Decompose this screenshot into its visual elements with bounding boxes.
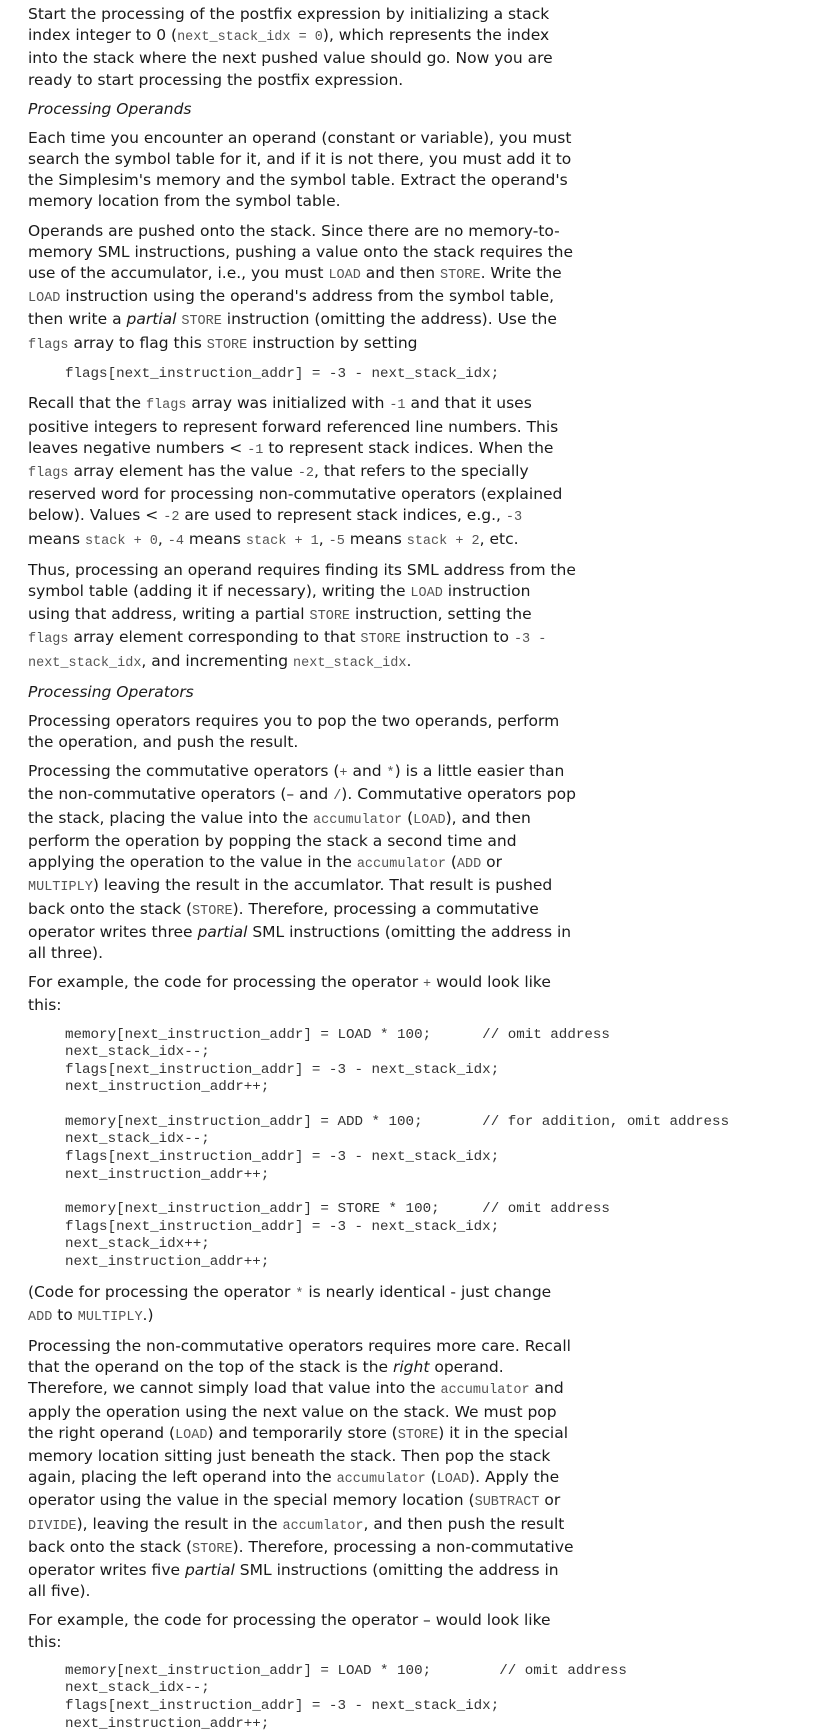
inline-code: + <box>339 766 348 782</box>
text: For example, the code for processing the operator <box>28 1611 424 1630</box>
paragraph-init-stack <box>28 4 576 91</box>
text: and apply the operation using the next value on the stack. We must pop the right operand ( <box>28 1379 564 1442</box>
text: , <box>157 529 168 548</box>
text: would look like this: <box>28 973 551 1015</box>
inline-code: STORE <box>192 903 233 919</box>
inline-code: -1 <box>247 442 264 458</box>
text: and <box>347 762 387 781</box>
text: and that it uses positive integers to represent forward referenced line numbers. This leaves negative numbers < <box>28 394 559 457</box>
text: ) leaving the result in the accumlator. That result is pushed back onto the stack ( <box>28 876 553 918</box>
text: SML instructions (omitting the address in all three). <box>28 922 572 962</box>
text: instruction by setting <box>247 333 418 352</box>
inline-code: -2 <box>163 510 180 526</box>
inline-code: flags <box>28 466 69 482</box>
inline-code: DIVIDE <box>28 1518 77 1534</box>
text: , that refers to the specially reserved word for processing non-commutative operators (explained below). Values < <box>28 462 563 525</box>
inline-code: accumulator <box>440 1383 530 1399</box>
inline-code: MULTIPLY <box>77 1309 143 1325</box>
text: means <box>28 529 85 548</box>
text: , <box>318 529 329 548</box>
text: .) <box>142 1305 154 1324</box>
text: , and incrementing <box>141 651 294 670</box>
text: or <box>539 1491 561 1510</box>
text: ) and temporarily store ( <box>207 1423 398 1442</box>
text: array to flag this <box>68 333 207 352</box>
inline-code: STORE <box>192 1541 233 1557</box>
inline-code: -2 <box>297 466 315 482</box>
inline-code: next_stack_idx = 0 <box>177 30 323 46</box>
inline-code: / <box>333 789 342 805</box>
paragraph-operand-symbol-table: Each time you encounter an operand (constant or variable), you must search the symbol table for it, and if it is not there, you must add it to the Simplesim's memory and the symbol table. Extract the operand's memory location from the symbol table. <box>28 128 572 211</box>
code-block-minus-load: memory[next_instruction_addr] = LOAD * 100; // omit address next_stack_idx--; flags[next_instruction_addr] = -3 - next_stack_idx; next_instruction_addr++; <box>65 1662 627 1732</box>
inline-code: flags <box>145 398 187 414</box>
text: ) is a little easier than the non-commutative operators ( <box>28 762 565 804</box>
code-block-flags: flags[next_instruction_addr] = -3 - next_stack_idx; <box>65 365 500 382</box>
paragraph-flags-array <box>28 393 576 551</box>
text: instruction using that address, writing a partial <box>28 582 531 624</box>
code-block-plus-store: memory[next_instruction_addr] = STORE * 100; // omit address flags[next_instruction_addr] = -3 - next_stack_idx; next_stack_idx++; next_instruction_addr++; <box>65 1201 610 1271</box>
inline-code: flags <box>28 632 69 648</box>
code-block-plus-add: memory[next_instruction_addr] = ADD * 100; // for addition, omit address next_stack_idx--; flags[next_instruction_addr] = -3 - next_stack_idx; next_instruction_addr++; <box>65 1113 730 1183</box>
inline-code: LOAD <box>410 586 443 602</box>
text: instruction, setting the <box>350 605 532 624</box>
paragraph-non-commutative-operators <box>28 1336 576 1602</box>
text: . <box>406 651 412 670</box>
code-block-plus-load: memory[next_instruction_addr] = LOAD * 100; // omit address next_stack_idx--; flags[next_instruction_addr] = -3 - next_stack_idx; next_instruction_addr++; <box>65 1026 610 1096</box>
inline-code: -3 <box>505 510 523 526</box>
inline-code: STORE <box>206 337 248 353</box>
text: operand. Therefore, we cannot simply load that value into the <box>28 1358 504 1398</box>
inline-code: accumulator <box>356 857 446 873</box>
text: Operands are pushed onto the stack. Since there are no memory-to-memory SML instructions, pushing a value onto the stack requires the use of the accumulator, i.e., you must <box>28 221 574 283</box>
paragraph-plus-example-intro <box>28 972 576 1016</box>
text: . Write the <box>480 264 562 283</box>
inline-code: LOAD <box>175 1427 208 1443</box>
inline-code: * <box>295 1286 304 1302</box>
text: array element has the value <box>68 462 298 481</box>
text: , etc. <box>479 529 519 548</box>
text: SML instructions (omitting the address in all five). <box>28 1561 559 1601</box>
inline-code: -1 <box>389 398 406 414</box>
text: ). Commutative operators pop the stack, placing the value into the <box>28 785 576 827</box>
text: Processing the commutative operators ( <box>28 762 340 781</box>
inline-code: accumulator <box>313 812 403 828</box>
text: instruction using the operand's address from the symbol table, then write a <box>28 287 555 329</box>
text: ( <box>425 1468 437 1487</box>
text: means <box>344 529 407 548</box>
text: are used to represent stack indices, e.g., <box>179 506 506 525</box>
inline-code: -4 <box>167 533 184 549</box>
paragraph-operators-intro: Processing operators requires you to pop the two operands, perform the operation, and push the result. <box>28 711 560 752</box>
text: For example, the code for processing the operator <box>28 973 424 992</box>
text: ). Therefore, processing a non-commutative operator writes five <box>28 1537 574 1580</box>
inline-code: -5 <box>328 533 345 549</box>
emphasis: partial <box>197 922 248 941</box>
emphasis: right <box>393 1358 430 1377</box>
text: instruction to <box>400 628 514 647</box>
paragraph-minus-example-intro <box>28 1610 576 1652</box>
emphasis: partial <box>184 1561 235 1580</box>
paragraph-operands-pushed <box>28 221 576 356</box>
paragraph-multiply-note <box>28 1282 576 1328</box>
inline-code: ADD <box>28 1309 53 1325</box>
text: – <box>286 785 295 804</box>
text: array element corresponding to that <box>68 628 361 647</box>
inline-code: STORE <box>360 632 401 648</box>
inline-code: SUBTRACT <box>474 1495 540 1511</box>
heading-processing-operators: Processing Operators <box>28 682 194 701</box>
inline-code: STORE <box>181 314 222 330</box>
inline-code: stack + 1 <box>245 533 319 549</box>
inline-code: STORE <box>397 1427 439 1443</box>
inline-code: LOAD <box>413 812 446 828</box>
text: – <box>423 1611 431 1630</box>
text: to represent stack indices. When the <box>263 438 554 457</box>
text: ( <box>402 808 414 827</box>
inline-code: stack + 0 <box>84 533 158 549</box>
text: Start the processing of the postfix expression by initializing a stack index integer to 0 ( <box>28 5 550 45</box>
text: ) it in the special memory location sitting just beneath the stack. Then pop the stack again, placing the left operand into the <box>28 1423 569 1487</box>
inline-code: LOAD <box>28 291 61 307</box>
inline-code: MULTIPLY <box>28 880 93 896</box>
text: or <box>481 853 503 872</box>
inline-code: stack + 2 <box>406 533 480 549</box>
inline-code: -3 - next_stack_idx <box>28 632 547 671</box>
inline-code: ADD <box>456 857 482 873</box>
heading-processing-operands: Processing Operands <box>28 99 192 118</box>
text: to <box>52 1305 78 1324</box>
text: ), and then perform the operation by popping the stack a second time and applying the operation to the value in the <box>28 808 531 872</box>
text: , and then push the result back onto the stack ( <box>28 1514 565 1556</box>
text: (Code for processing the operator <box>28 1282 296 1301</box>
inline-code: + <box>423 977 432 993</box>
inline-code: LOAD <box>436 1472 470 1488</box>
text: ). Therefore, processing a commutative operator writes three <box>28 899 539 941</box>
paragraph-operand-summary <box>28 560 576 674</box>
text: ). Apply the operator using the value in the special memory location ( <box>28 1468 560 1510</box>
inline-code: * <box>386 766 395 782</box>
inline-code: LOAD <box>328 268 361 284</box>
text: is nearly identical - just change <box>303 1282 552 1301</box>
text: would look like this: <box>28 1611 551 1651</box>
text: ), leaving the result in the <box>76 1514 283 1533</box>
inline-code: STORE <box>309 609 351 625</box>
inline-code: STORE <box>440 268 481 284</box>
text: array was initialized with <box>186 394 390 413</box>
text: instruction (omitting the address). Use the <box>221 310 557 329</box>
inline-code: flags <box>28 337 69 353</box>
text: and <box>294 785 334 804</box>
emphasis: partial <box>126 310 177 329</box>
document-page <box>0 4 828 1733</box>
text: Processing the non-commutative operators requires more care. Recall that the operand on the top of the stack is the <box>28 1337 571 1377</box>
text: ( <box>445 853 457 872</box>
text: and then <box>360 264 441 283</box>
inline-code: accumlator <box>282 1518 364 1534</box>
text: ), which represents the index into the stack where the next pushed value should go. Now you are ready to start processing the postfix expression. <box>28 26 553 89</box>
paragraph-commutative-operators <box>28 761 576 964</box>
text: Thus, processing an operand requires finding its SML address from the symbol table (adding it if necessary), writing the <box>28 560 576 601</box>
inline-code: next_stack_idx <box>293 655 407 671</box>
text: Recall that the <box>28 394 146 413</box>
text: means <box>183 529 246 548</box>
inline-code: accumulator <box>336 1472 426 1488</box>
